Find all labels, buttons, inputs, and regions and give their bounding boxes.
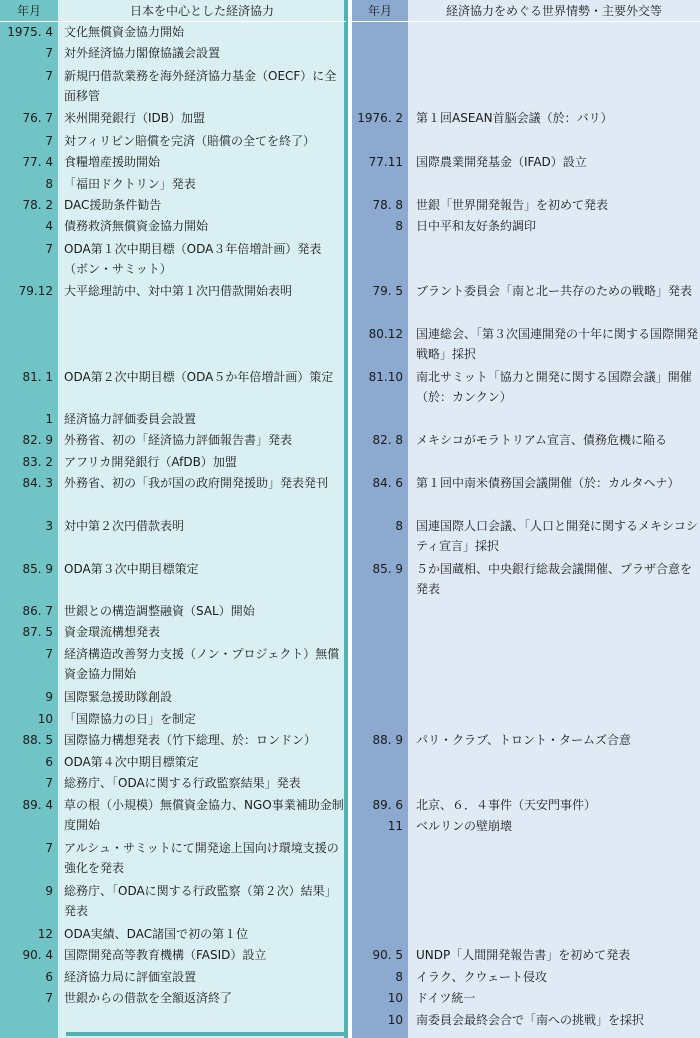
entry-text: アルシュ・サミットにて開発途上国向け環境支援の強化を発表 — [64, 841, 339, 875]
entry-text: 米州開発銀行（IDB）加盟 — [64, 111, 206, 125]
entry-text: 第１回中南米債務国会議開催（於：カルタヘナ） — [416, 476, 680, 490]
entry-text: 国連総会、「第３次国連開発の十年に関する国際開発戦略」採択 — [416, 327, 699, 361]
entry-date: 10 — [387, 991, 403, 1005]
entry-text: DAC援助条件勧告 — [64, 198, 162, 212]
entry-date: 77. 4 — [22, 155, 53, 169]
entry-text: パリ・クラブ、トロント・タームズ合意 — [416, 733, 632, 747]
entry-date: 8 — [45, 177, 53, 191]
entry-text: 「国際協力の日」を制定 — [64, 712, 197, 726]
entry-date: 79.12 — [18, 284, 53, 298]
entry-date: 8 — [395, 219, 403, 233]
entry-date: 82. 8 — [372, 433, 403, 447]
right-title-header: 経済協力をめぐる世界情勢・主要外交等 — [445, 4, 662, 18]
entry-text: ドイツ統一 — [416, 991, 476, 1005]
entry-text: 北京、６．４事件（天安門事件） — [416, 798, 597, 812]
entry-date: 88. 9 — [372, 733, 403, 747]
entry-text: 国際協力構想発表（竹下総理、於：ロンドン） — [64, 733, 317, 747]
entry-date: 9 — [45, 884, 53, 898]
entry-text: 大平総理訪中、対中第１次円借款開始表明 — [64, 284, 293, 298]
entry-date: 83. 2 — [22, 455, 53, 469]
left-title-header: 日本を中心とした経済協力 — [129, 4, 274, 18]
entry-date: 6 — [45, 970, 53, 984]
entry-text: ODA第１次中期目標（ODA３年倍増計画）発表（ボン・サミット） — [64, 242, 322, 276]
entry-date: 10 — [387, 1013, 403, 1027]
header-divider-right — [352, 21, 700, 22]
entry-text: 第１回ASEAN首脳会議（於：バリ） — [416, 111, 613, 125]
entry-date: 82. 9 — [22, 433, 53, 447]
entry-date: 7 — [45, 134, 53, 148]
entry-text: 南委員会最終会合で「南への挑戦」を採択 — [416, 1013, 645, 1027]
entry-date: 76. 7 — [22, 111, 53, 125]
entry-text: 「福田ドクトリン」発表 — [64, 177, 196, 191]
entry-text: 経済構造改善努力支援（ノン・プロジェクト）無償資金協力開始 — [64, 647, 340, 681]
entry-date: 1976. 2 — [357, 111, 403, 125]
entry-date: 3 — [45, 519, 53, 533]
entry-date: 1975. 4 — [7, 25, 53, 39]
entry-date: 79. 5 — [372, 284, 403, 298]
entry-text: 世銀からの借款を全額返済終了 — [64, 991, 233, 1005]
entry-text: ODA実績、DAC諸国で初の第１位 — [64, 927, 249, 941]
entry-text: 対外経済協力閣僚協議会設置 — [64, 46, 221, 60]
entry-date: 78. 8 — [372, 198, 403, 212]
entry-text: 債務救済無償資金協力開始 — [64, 219, 209, 233]
entry-text: 国際農業開発基金（IFAD）設立 — [416, 155, 587, 169]
entry-date: 7 — [45, 647, 53, 661]
entry-text: 経済協力局に評価室設置 — [64, 970, 197, 984]
entry-date: 85. 9 — [22, 562, 53, 576]
entry-date: 7 — [45, 991, 53, 1005]
entry-date: 87. 5 — [22, 625, 53, 639]
entry-date: 10 — [37, 712, 53, 726]
entry-text: イラク、クウェート侵攻 — [416, 970, 548, 984]
entry-text: 対中第２次円借款表明 — [64, 519, 185, 533]
entry-text: 文化無償資金協力開始 — [64, 25, 185, 39]
entry-text: 世銀との構造調整融資（SAL）開始 — [64, 604, 255, 618]
entry-text: ODA第２次中期目標（ODA５か年倍増計画）策定 — [64, 370, 334, 384]
entry-date: 81. 1 — [22, 370, 53, 384]
entry-date: 84. 3 — [22, 476, 53, 490]
entry-date: 1 — [45, 412, 53, 426]
entry-date: 7 — [45, 46, 53, 60]
entry-text: メキシコがモラトリアム宣言、債務危機に陥る — [416, 433, 668, 447]
entry-date: 88. 5 — [22, 733, 53, 747]
entry-date: 7 — [45, 776, 53, 790]
entry-date: 12 — [37, 927, 53, 941]
entry-text: 国連国際人口会議、「人口と開発に関するメキシコシティ宣言」採択 — [416, 519, 698, 553]
entry-text: 外務省、初の「我が国の政府開発援助」発表発刊 — [64, 476, 329, 490]
entry-text: 食糧増産援助開始 — [64, 155, 161, 169]
left-year-header: 年月 — [16, 4, 41, 18]
entry-date: 90. 4 — [22, 948, 53, 962]
entry-date: 8 — [395, 970, 403, 984]
entry-date: 85. 9 — [372, 562, 403, 576]
entry-date: 81.10 — [368, 370, 403, 384]
entry-text: アフリカ開発銀行（AfDB）加盟 — [64, 455, 237, 469]
entry-text: 草の根（小規模）無償資金協力、NGO事業補助金制度開始 — [64, 798, 344, 832]
entry-date: 9 — [45, 690, 53, 704]
entry-text: 対フィリピン賠償を完済（賠償の全てを終了） — [64, 134, 316, 148]
entry-text: ODA第４次中期目標策定 — [64, 755, 199, 769]
entry-date: 6 — [45, 755, 53, 769]
entry-text: ブラント委員会「南と北ー共存のための戦略」発表 — [416, 284, 693, 298]
entry-text: UNDP「人間開発報告書」を初めて発表 — [416, 948, 631, 962]
right-year-header: 年月 — [367, 4, 392, 18]
entry-text: 外務省、初の「経済協力評価報告書」発表 — [64, 433, 293, 447]
entry-text: 世銀「世界開発報告」を初めて発表 — [416, 198, 609, 212]
entry-date: 80.12 — [368, 327, 403, 341]
header-divider-left — [0, 21, 346, 22]
entry-date: 90. 5 — [372, 948, 403, 962]
entry-text: 国際開発高等教育機構（FASID）設立 — [64, 948, 267, 962]
entry-date: 7 — [45, 69, 53, 83]
entry-date: 7 — [45, 841, 53, 855]
entry-date: 89. 4 — [22, 798, 53, 812]
entry-date: 7 — [45, 242, 53, 256]
entry-date: 8 — [395, 519, 403, 533]
entry-text: 総務庁、「ODAに関する行政監察結果」発表 — [64, 776, 301, 790]
entry-text: 総務庁、「ODAに関する行政監察（第２次）結果」発表 — [64, 884, 337, 918]
entry-text: ベルリンの壁崩壊 — [416, 819, 513, 833]
entry-text: 国際緊急援助隊創設 — [64, 690, 173, 704]
entry-date: 78. 2 — [22, 198, 53, 212]
entry-text: ODA第３次中期目標策定 — [64, 562, 199, 576]
entry-text: 南北サミット「協力と開発に関する国際会議」開催（於：カンクン） — [416, 370, 692, 404]
entry-text: 日中平和友好条約調印 — [416, 219, 537, 233]
entry-date: 86. 7 — [22, 604, 53, 618]
entry-text: 資金環流構想発表 — [64, 625, 161, 639]
entry-text: 経済協力評価委員会設置 — [64, 412, 197, 426]
entry-date: 11 — [387, 819, 403, 833]
entry-text: 新規円借款業務を海外経済協力基金（OECF）に全面移管 — [64, 69, 337, 103]
entry-date: 4 — [45, 219, 53, 233]
entry-text: ５か国蔵相、中央銀行総裁会議開催、プラザ合意を発表 — [416, 562, 693, 596]
entry-date: 89. 6 — [372, 798, 403, 812]
entry-date: 84. 6 — [372, 476, 403, 490]
left-column-bottom-rule — [66, 1032, 348, 1036]
entry-date: 77.11 — [368, 155, 403, 169]
